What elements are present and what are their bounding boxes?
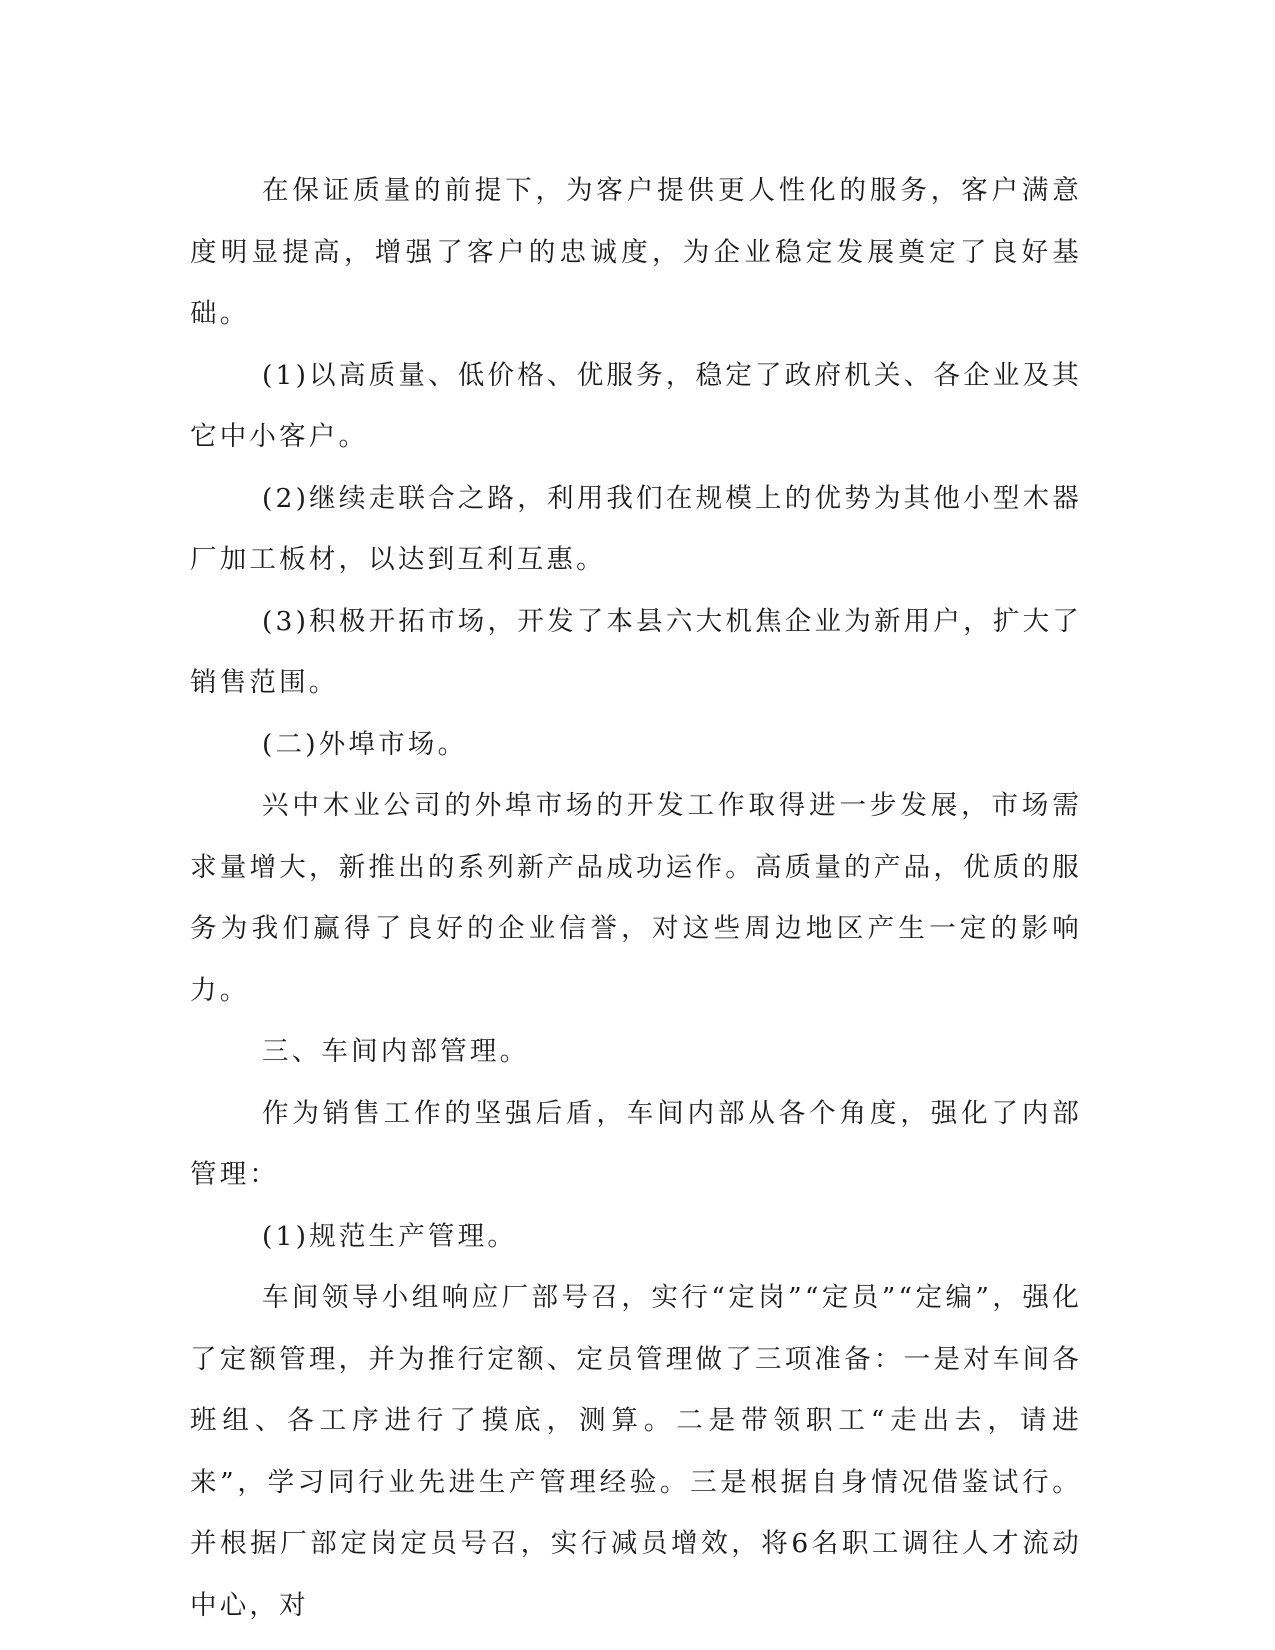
paragraph-workshop-intro: 作为销售工作的坚强后盾，车间内部从各个角度，强化了内部管理： [190,1097,1082,1190]
paragraph-item-3-market: (3)积极开拓市场，开发了本县六大机焦企业为新用户，扩大了销售范围。 [190,605,1082,698]
paragraph-item-2-alliance: (2)继续走联合之路，利用我们在规模上的优势为其他小型木器厂加工板材，以达到互利互惠。 [190,482,1082,575]
document-body [190,160,1082,1636]
paragraph-external-market: 兴中木业公司的外埠市场的开发工作取得进一步发展，市场需求量增大，新推出的系列新产品成功运作。高质量的产品，优质的服务为我们赢得了良好的企业信誉，对这些周边地区产生一定的影响力。 [190,790,1082,1006]
section-heading-external-market: (二)外埠市场。 [262,728,468,760]
subheading-production-management: (1)规范生产管理。 [262,1220,518,1252]
paragraph-item-1-customers: (1)以高质量、低价格、优服务，稳定了政府机关、各企业及其它中小客户。 [190,359,1082,452]
paragraph-service-quality: 在保证质量的前提下，为客户提供更人性化的服务，客户满意度明显提高，增强了客户的忠诚度，为企业稳定发展奠定了良好基础。 [190,175,1082,329]
paragraph-production-management: 车间领导小组响应厂部号召，实行“定岗”“定员”“定编”，强化了定额管理，并为推行定额、定员管理做了三项准备：一是对车间各班组、各工序进行了摸底，测算。二是带领职工“走出去，请进来”，学习同行业先进生产管理经验。三是根据自身情况借鉴试行。并根据厂部定岗定员号召，实行减员增效，将6名职工调往人才流动中心，对 [190,1282,1082,1621]
section-heading-workshop-management: 三、车间内部管理。 [262,1036,530,1067]
